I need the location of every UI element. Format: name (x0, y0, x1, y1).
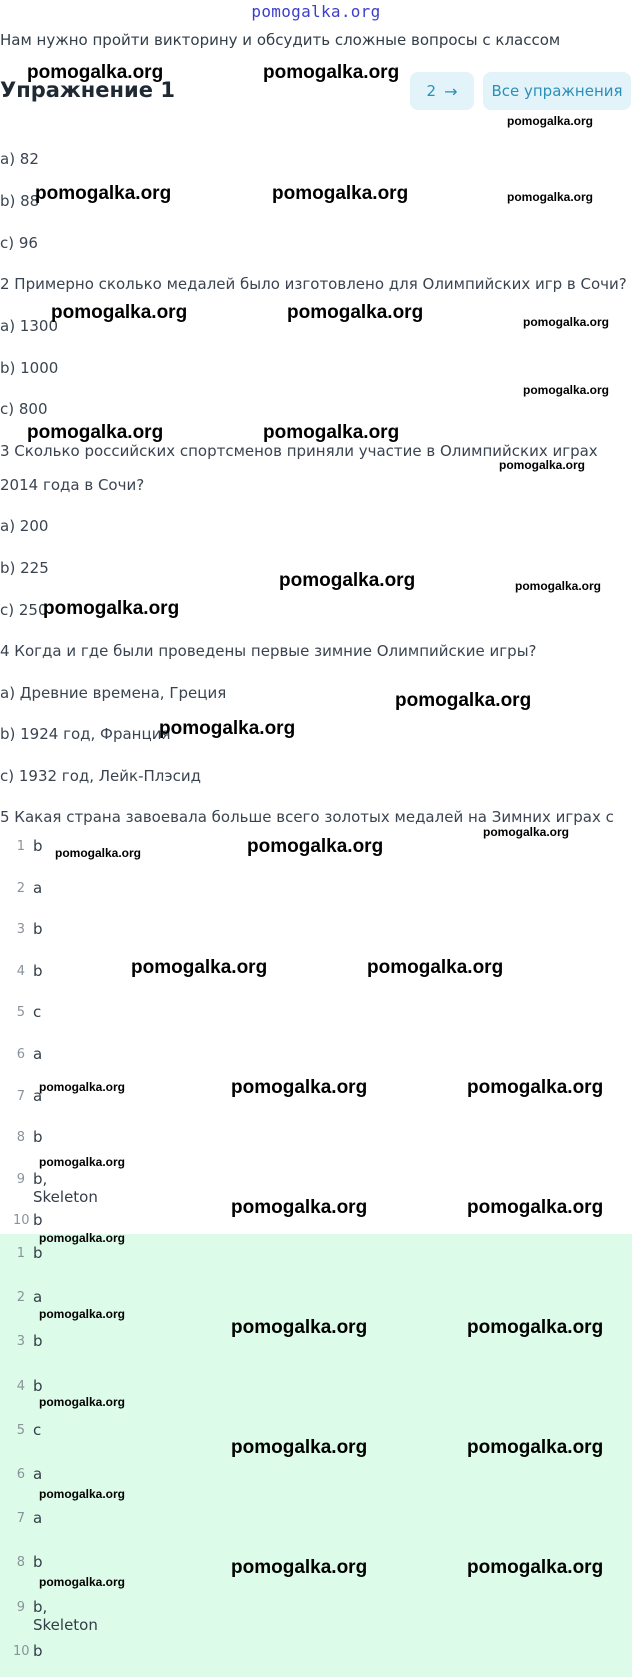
watermark-text: pomogalka.org (39, 1487, 126, 1501)
row-number: 5 (16, 1422, 25, 1438)
page-title: Упражнение 1 (0, 78, 175, 102)
watermark-text: pomogalka.org (39, 1575, 126, 1589)
watermark-text: pomogalka.org (367, 957, 504, 978)
watermark-text: pomogalka.org (523, 383, 610, 397)
row-number: 8 (16, 1130, 25, 1146)
question-line: c) 96 (0, 234, 38, 252)
row-number: 9 (16, 1599, 25, 1615)
row-number: 6 (16, 1047, 25, 1062)
watermark-text: pomogalka.org (507, 114, 594, 128)
row-number: 1 (16, 1246, 25, 1261)
question-line: b) 88 (0, 192, 40, 210)
row-number: 10 (13, 1643, 30, 1659)
watermark-text: pomogalka.org (159, 718, 296, 739)
watermark-text: pomogalka.org (467, 1197, 604, 1218)
row-number: 3 (16, 1334, 25, 1350)
watermark-text: pomogalka.org (39, 1080, 126, 1094)
row-value: a (33, 1509, 43, 1528)
task-text: Нам нужно пройти викторину и обсудить сложные вопросы с классом (0, 31, 561, 49)
row-value: b (33, 1244, 43, 1262)
question-line: b) 1000 (0, 359, 59, 377)
site-logo[interactable]: pomogalka.org (251, 2, 381, 21)
row-value: b (33, 837, 43, 855)
next-exercise-label: 2 (426, 82, 437, 100)
next-exercise-button[interactable] (410, 72, 474, 110)
watermark-text: pomogalka.org (499, 458, 586, 472)
question-line: 2014 года в Сочи? (0, 476, 145, 494)
row-value: b (33, 1553, 43, 1572)
question-line: 2 Примерно сколько медалей было изготовлено для Олимпийских игр в Сочи? (0, 275, 627, 293)
row-number: 4 (16, 963, 25, 979)
question-line: а) 82 (0, 150, 39, 168)
watermark-text: pomogalka.org (515, 579, 602, 593)
watermark-text: pomogalka.org (523, 315, 610, 329)
question-line: c) 1932 год, Лейк-Плэсид (0, 767, 201, 785)
watermark-text: pomogalka.org (27, 422, 164, 443)
row-number: 7 (16, 1088, 25, 1104)
row-value: c (33, 1003, 42, 1022)
row-value: a (33, 1288, 43, 1307)
row-value: c (33, 1420, 42, 1439)
watermark-text: pomogalka.org (467, 1317, 604, 1338)
watermark-text: pomogalka.org (39, 1395, 126, 1409)
row-value: a (33, 878, 43, 897)
watermark-text: pomogalka.org (131, 957, 268, 978)
watermark-text: pomogalka.org (279, 570, 416, 591)
row-value: a (33, 1086, 43, 1105)
row-number: 8 (16, 1555, 25, 1571)
row-number: 3 (16, 922, 25, 938)
row-value: b (33, 1332, 43, 1351)
question-line: а) 1300 (0, 317, 58, 335)
question-line: 3 Сколько российских спортсменов приняли участие в Олимпийских играх (0, 442, 598, 460)
question-line: b) 1924 год, Франция (0, 725, 171, 743)
watermark-text: pomogalka.org (467, 1437, 604, 1458)
watermark-text: pomogalka.org (231, 1197, 368, 1218)
watermark-text: pomogalka.org (507, 190, 594, 204)
row-value: b (33, 1128, 43, 1147)
watermark-text: pomogalka.org (395, 690, 532, 711)
row-value: a (33, 1045, 43, 1063)
all-exercises-label: Все упражнения (491, 82, 623, 100)
row-value: b (33, 1376, 43, 1395)
question-line: b) 225 (0, 559, 49, 577)
row-number: 9 (16, 1171, 25, 1187)
question-line: c) 250 (0, 601, 48, 619)
row-number: 4 (16, 1378, 25, 1394)
row-number: 5 (16, 1005, 25, 1021)
watermark-text: pomogalka.org (467, 1557, 604, 1578)
row-number: 1 (16, 839, 25, 854)
watermark-text: pomogalka.org (43, 598, 180, 619)
watermark-text: pomogalka.org (263, 62, 400, 83)
question-line: c) 800 (0, 400, 48, 418)
row-value: b (33, 961, 43, 980)
row-value: b (33, 1641, 43, 1660)
watermark-text: pomogalka.org (35, 183, 172, 204)
row-value: b (33, 920, 43, 939)
arrow-right-icon: → (444, 81, 458, 101)
watermark-text: pomogalka.org (231, 1077, 368, 1098)
question-line: 4 Когда и где были проведены первые зимние Олимпийские игры? (0, 642, 537, 660)
all-exercises-button[interactable] (483, 72, 631, 110)
row-number: 7 (16, 1511, 25, 1527)
watermark-text: pomogalka.org (247, 836, 384, 857)
watermark-text: pomogalka.org (467, 1077, 604, 1098)
watermark-text: pomogalka.org (272, 183, 409, 204)
watermark-text: pomogalka.org (287, 302, 424, 323)
answer-list (0, 833, 632, 1234)
row-number: 2 (16, 880, 25, 896)
watermark-text: pomogalka.org (231, 1437, 368, 1458)
question-line: 5 Какая страна завоевала больше всего золотых медалей на Зимних играх с (0, 808, 614, 826)
watermark-text: pomogalka.org (231, 1557, 368, 1578)
watermark-text: pomogalka.org (27, 62, 164, 83)
row-value: b (33, 1211, 43, 1230)
watermark-text: pomogalka.org (51, 302, 188, 323)
question-line: а) Древние времена, Греция (0, 684, 227, 702)
row-number: 2 (16, 1290, 25, 1306)
watermark-text: pomogalka.org (39, 1307, 126, 1321)
watermark-text: pomogalka.org (231, 1317, 368, 1338)
watermark-text: pomogalka.org (483, 825, 570, 839)
row-value: a (33, 1465, 43, 1483)
row-value: b, Skeleton (33, 1169, 98, 1206)
question-line: а) 200 (0, 517, 49, 535)
watermark-text: pomogalka.org (39, 1231, 126, 1245)
watermark-text: pomogalka.org (263, 422, 400, 443)
row-number: 6 (16, 1467, 25, 1482)
row-number: 10 (13, 1213, 30, 1229)
row-value: b, Skeleton (33, 1597, 98, 1634)
watermark-text: pomogalka.org (55, 846, 142, 860)
watermark-text: pomogalka.org (39, 1155, 126, 1169)
